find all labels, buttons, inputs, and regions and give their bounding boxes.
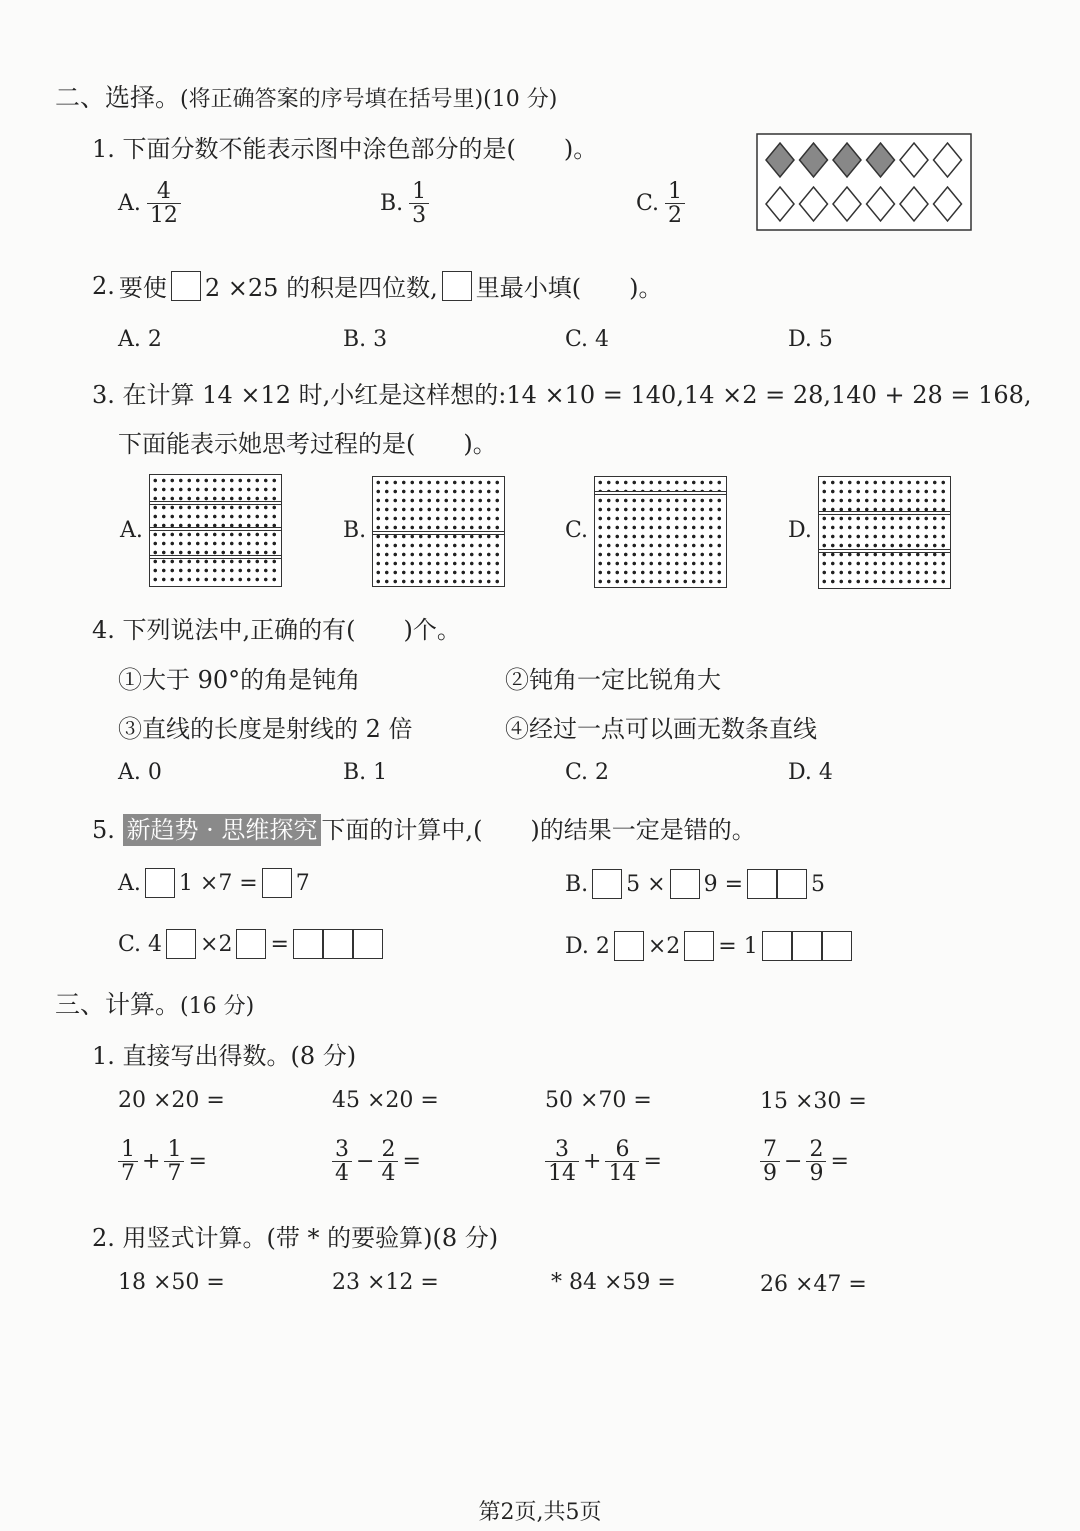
page-footer: 第2页,共5页 bbox=[478, 1500, 602, 1525]
answer-box[interactable] bbox=[171, 271, 201, 301]
q1-text: 下面分数不能表示图中涂色部分的是( )。 bbox=[122, 135, 598, 163]
q2-option-c[interactable]: C. 4 bbox=[565, 327, 610, 352]
q3-text: 在计算 14 ×12 时,小红是这样想的:14 ×10 = 140,14 ×2 = 28,140 + 28 = 168, bbox=[122, 381, 1032, 409]
digit-box[interactable] bbox=[762, 931, 792, 961]
section2-header bbox=[55, 78, 557, 114]
dot-grid-b[interactable] bbox=[372, 476, 505, 587]
digit-box[interactable] bbox=[262, 868, 292, 898]
fraction: $\frac{3}{14}$ bbox=[545, 1138, 579, 1185]
digit-box[interactable] bbox=[293, 929, 323, 959]
q5-option-b[interactable] bbox=[565, 869, 825, 899]
q2-post: 里最小填( )。 bbox=[475, 274, 663, 302]
fraction: $\frac{1}{2}$ bbox=[665, 180, 685, 227]
fraction: $\frac{7}{9}$ bbox=[760, 1138, 780, 1185]
expr-part: = bbox=[270, 931, 289, 957]
equals: = bbox=[830, 1149, 849, 1175]
option-label: B. bbox=[380, 191, 404, 217]
equals: = bbox=[643, 1149, 662, 1175]
q3-stem-line1 bbox=[92, 375, 1032, 410]
fraction: $\frac{2}{4}$ bbox=[378, 1138, 398, 1185]
vertical-calc-item[interactable]: 23 ×12 = bbox=[332, 1270, 439, 1295]
q4-statement-2: ②钝角一定比锐角大 bbox=[505, 666, 721, 694]
vertical-calc-item[interactable]: 26 ×47 = bbox=[760, 1272, 867, 1297]
digit-box[interactable] bbox=[670, 869, 700, 899]
q1-number: 1. bbox=[92, 135, 115, 163]
fraction-calc-item[interactable] bbox=[332, 1138, 421, 1185]
q2-option-b[interactable]: B. 3 bbox=[343, 327, 388, 352]
option-label: C. bbox=[636, 191, 660, 217]
vertical-calc-item[interactable]: * 84 ×59 = bbox=[551, 1270, 676, 1295]
q4-statement-1: ①大于 90°的角是钝角 bbox=[118, 666, 361, 694]
q1-option-c[interactable] bbox=[636, 180, 685, 227]
digit-box[interactable] bbox=[236, 929, 266, 959]
operator: − bbox=[356, 1149, 375, 1175]
s3-q1-title: 1. 直接写出得数。(8 分) bbox=[92, 1042, 357, 1070]
fraction: $\frac{1}{7}$ bbox=[164, 1138, 184, 1185]
option-label: D. 2 bbox=[565, 933, 610, 959]
q5-option-a[interactable] bbox=[118, 868, 310, 898]
section2-title: 二、选择。 bbox=[55, 83, 181, 112]
q4-statement-4: ④经过一点可以画无数条直线 bbox=[505, 715, 817, 743]
q4-option-d[interactable]: D. 4 bbox=[788, 760, 833, 785]
split-line bbox=[819, 549, 950, 553]
expr-part: 5 × bbox=[626, 871, 666, 897]
split-line bbox=[150, 527, 281, 531]
section3-header bbox=[55, 985, 254, 1021]
q1-option-a[interactable] bbox=[118, 180, 181, 227]
calc-item[interactable]: 45 ×20 = bbox=[332, 1088, 439, 1113]
fraction: $\frac{3}{4}$ bbox=[332, 1138, 352, 1185]
expr-part: ×2 bbox=[647, 933, 681, 959]
q2-option-d[interactable]: D. 5 bbox=[788, 327, 833, 352]
digit-box[interactable] bbox=[614, 931, 644, 961]
digit-box[interactable] bbox=[684, 931, 714, 961]
option-label: A. bbox=[118, 191, 141, 217]
q3-number: 3. bbox=[92, 381, 115, 409]
fraction-calc-item[interactable] bbox=[118, 1138, 207, 1185]
q3-option-a[interactable]: A. bbox=[120, 518, 143, 543]
fraction-calc-item[interactable] bbox=[760, 1138, 849, 1185]
q1-option-b[interactable] bbox=[380, 180, 429, 227]
digit-box[interactable] bbox=[166, 929, 196, 959]
q2-option-a[interactable]: A. 2 bbox=[118, 327, 162, 352]
equals: = bbox=[188, 1149, 207, 1175]
calc-item[interactable]: 20 ×20 = bbox=[118, 1088, 225, 1113]
q4-number: 4. bbox=[92, 616, 115, 644]
split-line bbox=[373, 531, 504, 535]
split-line bbox=[150, 501, 281, 505]
expr-part: 1 ×7 = bbox=[178, 870, 258, 896]
digit-box[interactable] bbox=[822, 931, 852, 961]
digit-box[interactable] bbox=[353, 929, 383, 959]
q5-option-d[interactable] bbox=[565, 931, 852, 961]
dot-grid-a[interactable] bbox=[149, 474, 282, 587]
q4-option-c[interactable]: C. 2 bbox=[565, 760, 610, 785]
digit-box[interactable] bbox=[145, 868, 175, 898]
expr-part: = 1 bbox=[718, 933, 758, 959]
digit-box[interactable] bbox=[592, 869, 622, 899]
q3-option-d[interactable]: D. bbox=[788, 518, 812, 543]
q3-option-c[interactable]: C. bbox=[565, 518, 589, 543]
section3-title: 三、计算。 bbox=[55, 990, 181, 1019]
q4-option-a[interactable]: A. 0 bbox=[118, 760, 162, 785]
calc-item[interactable]: 15 ×30 = bbox=[760, 1089, 867, 1114]
q3-option-b[interactable]: B. bbox=[343, 518, 367, 543]
trend-tag-badge: 新趋势 · 思维探究 bbox=[123, 814, 322, 846]
split-line bbox=[150, 555, 281, 559]
fraction: $\frac{6}{14}$ bbox=[605, 1138, 639, 1185]
digit-box[interactable] bbox=[777, 869, 807, 899]
q4-text: 下列说法中,正确的有( )个。 bbox=[122, 616, 461, 644]
diamond-figure bbox=[756, 133, 972, 231]
dot-grid-c[interactable] bbox=[594, 476, 727, 588]
fraction: $\frac{2}{9}$ bbox=[806, 1138, 826, 1185]
fraction-calc-item[interactable] bbox=[545, 1138, 662, 1185]
q1-stem bbox=[92, 129, 597, 164]
q2-pre: 要使 bbox=[118, 274, 167, 302]
section3-note: (16 分) bbox=[180, 994, 255, 1019]
q5-stem bbox=[92, 810, 756, 845]
equals: = bbox=[402, 1149, 421, 1175]
option-label: A. bbox=[118, 870, 141, 896]
calc-item[interactable]: 50 ×70 = bbox=[545, 1088, 652, 1113]
expr-part: ×2 bbox=[200, 931, 233, 957]
fraction: $\frac{1}{7}$ bbox=[118, 1138, 138, 1185]
section2-note: (将正确答案的序号填在括号里)(10 分) bbox=[180, 87, 558, 112]
operator: + bbox=[142, 1149, 161, 1175]
digit-box[interactable] bbox=[792, 931, 822, 961]
operator: + bbox=[583, 1149, 602, 1175]
expr-part: 5 bbox=[811, 871, 826, 897]
split-line bbox=[819, 511, 950, 515]
q4-option-b[interactable]: B. 1 bbox=[343, 760, 388, 785]
option-label: B. bbox=[565, 871, 589, 897]
split-line bbox=[595, 491, 726, 495]
q3-stem-line2: 下面能表示她思考过程的是( )。 bbox=[118, 430, 497, 458]
q4-stem bbox=[92, 610, 461, 645]
q2-mid: 2 ×25 的积是四位数, bbox=[204, 274, 438, 302]
digit-box[interactable] bbox=[747, 869, 777, 899]
q2-number: 2. bbox=[92, 271, 115, 300]
option-label: C. 4 bbox=[118, 931, 163, 957]
fraction: $\frac{4}{12}$ bbox=[147, 180, 181, 227]
q5-text: 下面的计算中,( )的结果一定是错的。 bbox=[321, 816, 756, 844]
vertical-calc-item[interactable]: 18 ×50 = bbox=[118, 1270, 225, 1295]
operator: − bbox=[784, 1149, 803, 1175]
expr-part: 9 = bbox=[703, 871, 744, 897]
q2-stem bbox=[92, 268, 662, 303]
q4-statement-3: ③直线的长度是射线的 2 倍 bbox=[118, 715, 413, 743]
digit-box[interactable] bbox=[323, 929, 353, 959]
dot-grid-d[interactable] bbox=[818, 476, 951, 589]
fraction: $\frac{1}{3}$ bbox=[409, 180, 429, 227]
s3-q2-title: 2. 用竖式计算。(带 * 的要验算)(8 分) bbox=[92, 1224, 499, 1252]
answer-box[interactable] bbox=[442, 271, 472, 301]
q5-number: 5. bbox=[92, 816, 115, 844]
q5-option-c[interactable] bbox=[118, 929, 383, 959]
expr-part: 7 bbox=[295, 870, 310, 896]
